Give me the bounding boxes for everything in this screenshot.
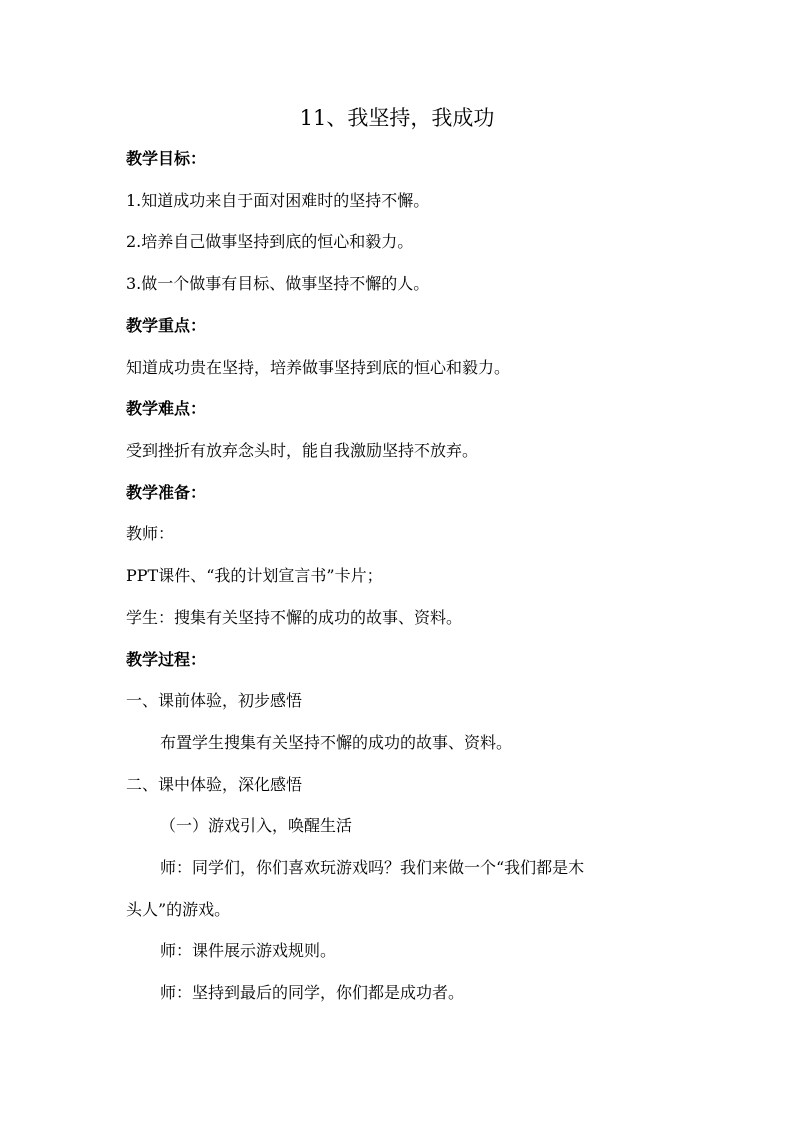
teacher-line-1-continued: 头人”的游戏。	[126, 900, 231, 919]
goal-item-3: 3.做一个做事有目标、做事坚持不懈的人。	[126, 274, 430, 293]
heading-preparation: 教学准备：	[126, 483, 207, 502]
goal-item-2: 2.培养自己做事坚持到底的恒心和毅力。	[126, 232, 414, 251]
teacher-line-1: 师：同学们，你们喜欢玩游戏吗？我们来做一个“我们都是木	[160, 858, 585, 877]
process-subsection-1: （一）游戏引入，唤醒生活	[160, 816, 353, 835]
key-points-text: 知道成功贵在坚持，培养做事坚持到底的恒心和毅力。	[126, 358, 511, 377]
difficulties-text: 受到挫折有放弃念头时，能自我激励坚持不放弃。	[126, 441, 479, 460]
preparation-student-items: 学生：搜集有关坚持不懈的成功的故事、资料。	[126, 608, 463, 627]
heading-difficulties: 教学难点：	[126, 399, 207, 418]
preparation-teacher-label: 教师：	[126, 524, 175, 543]
goal-item-1: 1.知道成功来自于面对困难时的坚持不懈。	[126, 191, 430, 210]
heading-key-points: 教学重点：	[126, 316, 207, 335]
heading-teaching-goals: 教学目标：	[126, 149, 207, 168]
process-section-2: 二、课中体验，深化感悟	[126, 775, 303, 794]
teacher-line-3: 师：坚持到最后的同学，你们都是成功者。	[160, 983, 465, 1002]
process-section-1-text: 布置学生搜集有关坚持不懈的成功的故事、资料。	[160, 733, 513, 752]
preparation-teacher-items: PPT课件、“我的计划宣言书”卡片；	[126, 566, 383, 585]
document-title: 11、我坚持，我成功	[299, 106, 495, 130]
process-section-1: 一、课前体验，初步感悟	[126, 691, 303, 710]
teacher-line-2: 师：课件展示游戏规则。	[160, 941, 337, 960]
heading-process: 教学过程：	[126, 650, 207, 669]
